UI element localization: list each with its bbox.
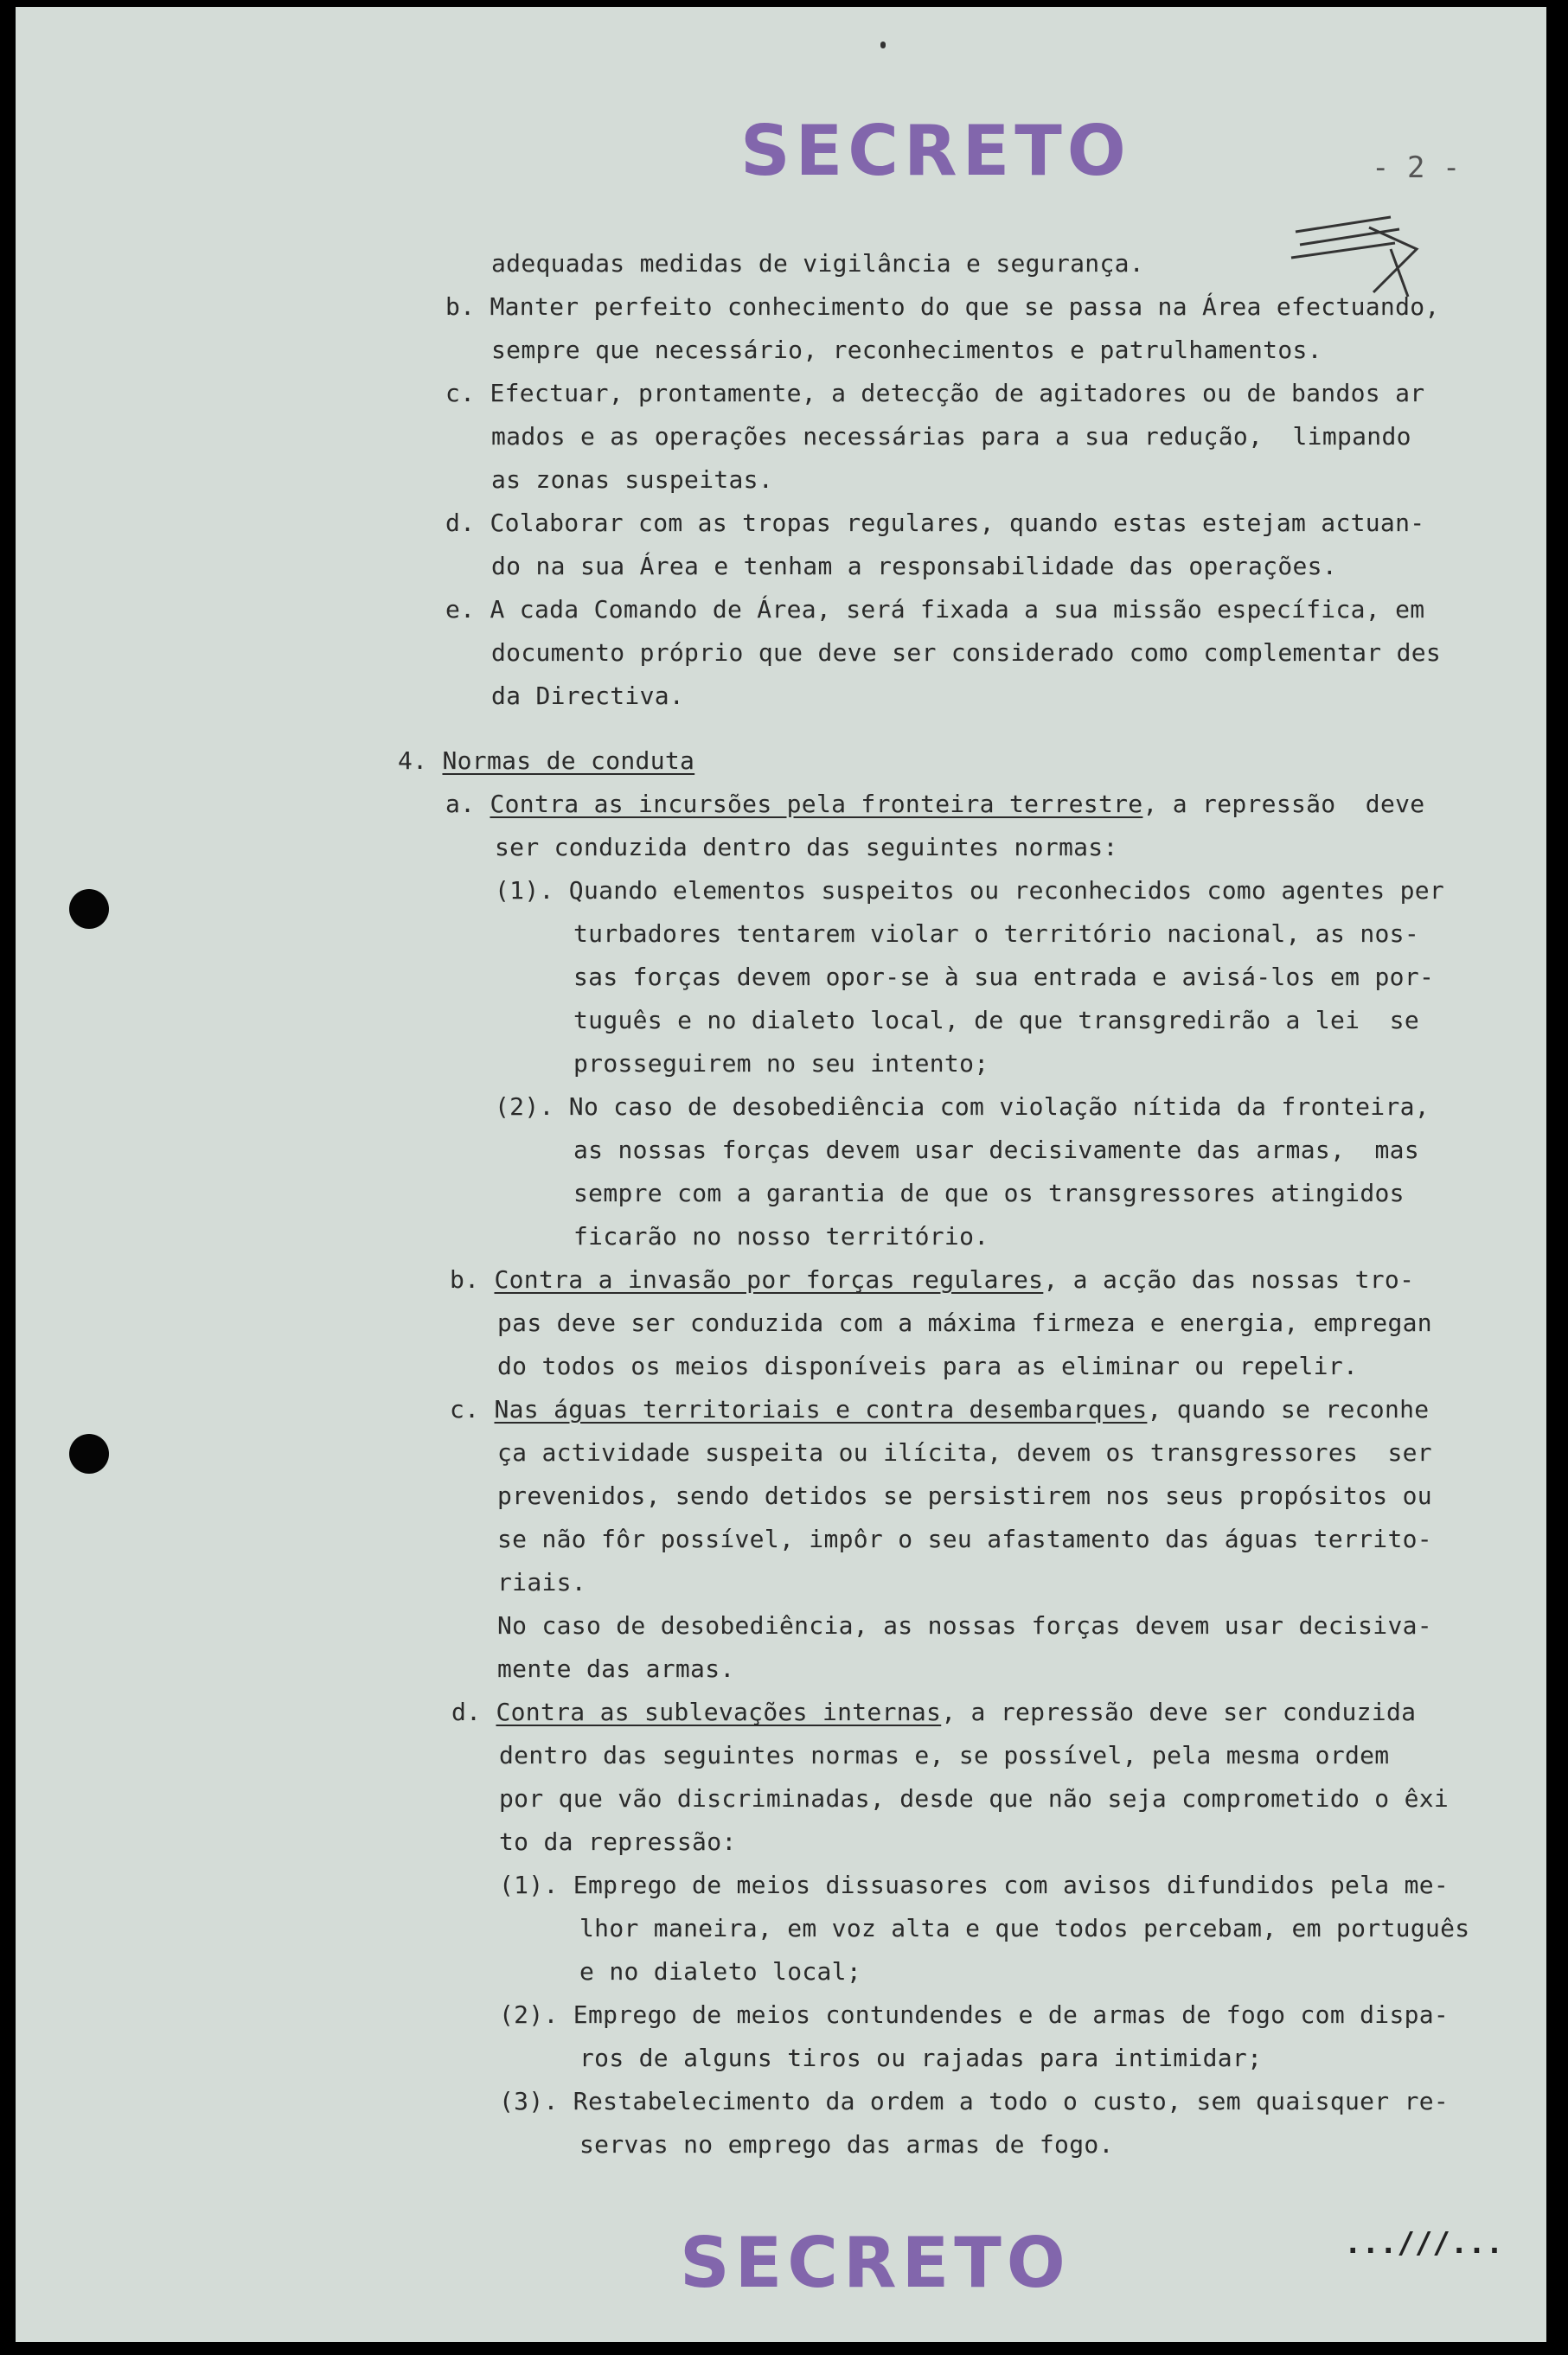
text-line: e. A cada Comando de Área, será fixada a sua missão específica, em <box>445 595 1425 624</box>
text-line: por que vão discriminadas, desde que não seja comprometido o êxi <box>499 1784 1450 1813</box>
text-line: c. Efectuar, prontamente, a detecção de agitadores ou de bandos ar <box>445 379 1425 407</box>
text-line: da Directiva. <box>491 682 685 710</box>
continuation-mark: ...///... <box>1344 2226 1504 2261</box>
text-line: ficarão no nosso território. <box>573 1222 989 1251</box>
secret-stamp-bottom: SECRETO <box>680 2223 1071 2303</box>
text-line: sas forças devem opor-se à sua entrada e avisá-los em por- <box>573 963 1435 991</box>
text-line: do todos os meios disponíveis para as eliminar ou repelir. <box>497 1352 1359 1380</box>
text-line: prosseguirem no seu intento; <box>573 1049 989 1078</box>
text-line: do na sua Área e tenham a responsabilidade das operações. <box>491 552 1337 580</box>
text-line: (1). Quando elementos suspeitos ou reconhecidos como agentes per <box>495 876 1445 905</box>
punch-hole-bottom <box>69 1434 109 1474</box>
text-line: sempre com a garantia de que os transgressores atingidos <box>573 1179 1405 1207</box>
text-line: turbadores tentarem violar o território nacional, as nos- <box>573 919 1419 948</box>
text-line: prevenidos, sendo detidos se persistirem nos seus propósitos ou <box>497 1481 1432 1510</box>
document-page <box>16 7 1546 2342</box>
secret-stamp-top: SECRETO <box>740 111 1131 191</box>
text-line: d. Contra as sublevações internas, a repressão deve ser conduzida <box>451 1698 1417 1726</box>
text-line: documento próprio que deve ser considerado como complementar des <box>491 638 1442 667</box>
punch-hole-top <box>69 889 109 929</box>
text-line: as zonas suspeitas. <box>491 465 773 494</box>
page-number: - 2 - <box>1372 150 1461 185</box>
text-line: d. Colaborar com as tropas regulares, quando estas estejam actuan- <box>445 509 1425 537</box>
text-line: c. Nas águas territoriais e contra desembarques, quando se reconhe <box>450 1395 1430 1424</box>
text-line: sempre que necessário, reconhecimentos e patrulhamentos. <box>491 336 1322 364</box>
text-line: to da repressão: <box>499 1827 737 1856</box>
text-line: se não fôr possível, impôr o seu afastamento das águas territo- <box>497 1525 1432 1553</box>
text-line: 4. Normas de conduta <box>398 746 695 775</box>
text-line: adequadas medidas de vigilância e segurança. <box>491 249 1144 278</box>
text-line: (3). Restabelecimento da ordem a todo o custo, sem quaisquer re- <box>499 2087 1450 2115</box>
text-line: No caso de desobediência, as nossas forças devem usar decisiva- <box>497 1611 1432 1640</box>
text-line: ser conduzida dentro das seguintes normas: <box>495 833 1118 861</box>
signature-mark <box>1287 210 1443 305</box>
text-line: ros de alguns tiros ou rajadas para intimidar; <box>579 2044 1263 2072</box>
text-line: dentro das seguintes normas e, se possível, pela mesma ordem <box>499 1741 1390 1769</box>
ink-speck <box>880 42 886 48</box>
text-line: as nossas forças devem usar decisivamente das armas, mas <box>573 1136 1419 1164</box>
text-line: ça actividade suspeita ou ilícita, devem os transgressores ser <box>497 1438 1432 1467</box>
text-line: b. Manter perfeito conhecimento do que se passa na Área efectuando, <box>445 292 1440 321</box>
text-line: (2). Emprego de meios contundendes e de armas de fogo com dispa- <box>499 2000 1450 2029</box>
text-line: (2). No caso de desobediência com violação nítida da fronteira, <box>495 1092 1430 1121</box>
text-line: a. Contra as incursões pela fronteira terrestre, a repressão deve <box>445 790 1425 818</box>
text-line: tuguês e no dialeto local, de que transgredirão a lei se <box>573 1006 1419 1034</box>
text-line: mados e as operações necessárias para a sua redução, limpando <box>491 422 1411 451</box>
text-line: servas no emprego das armas de fogo. <box>579 2130 1114 2159</box>
text-line: b. Contra a invasão por forças regulares, a acção das nossas tro- <box>450 1265 1415 1294</box>
text-line: e no dialeto local; <box>579 1957 861 1986</box>
text-line: lhor maneira, em voz alta e que todos percebam, em português <box>579 1914 1470 1942</box>
text-line: pas deve ser conduzida com a máxima firmeza e energia, empregan <box>497 1309 1432 1337</box>
text-line: riais. <box>497 1568 586 1597</box>
text-line: (1). Emprego de meios dissuasores com avisos difundidos pela me- <box>499 1871 1450 1899</box>
text-line: mente das armas. <box>497 1654 735 1683</box>
